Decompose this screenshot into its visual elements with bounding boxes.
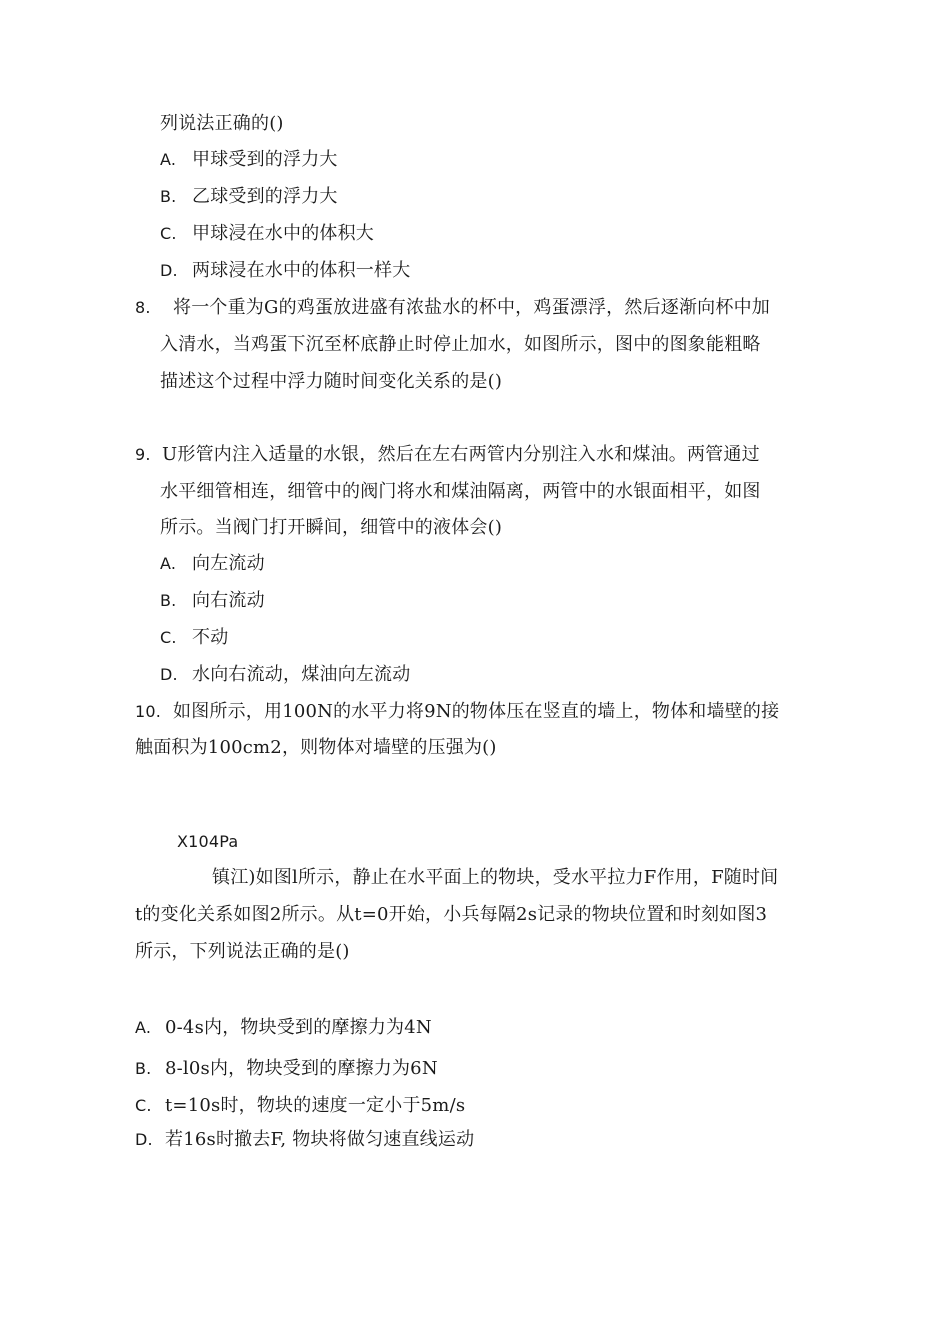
q9-line-3: 所示。当阀门打开瞬间，细管中的液体会()	[160, 517, 503, 538]
q9-option-d	[160, 663, 410, 687]
q10-line-2: 触面积为100cm2，则物体对墙壁的压强为()	[135, 737, 497, 758]
q10-answer-fragment: X104Pa	[177, 832, 239, 851]
q11-option-b	[135, 1057, 438, 1081]
q11-option-a	[135, 1016, 432, 1040]
q7-stem-tail: 列说法正确的()	[160, 113, 284, 134]
option-text: 0-4s内，物块受到的摩擦力为4N	[165, 1017, 432, 1038]
q11-line-1: 镇江)如图l所示，静止在水平面上的物块，受水平拉力F作用，F随时间	[212, 867, 779, 888]
option-letter: A.	[135, 1018, 152, 1037]
q9-option-b	[160, 589, 265, 613]
q7-option-d	[160, 259, 410, 283]
question-number: 10.	[135, 702, 162, 721]
option-letter: A.	[160, 150, 177, 169]
q9-line-1	[135, 443, 760, 467]
option-text: 乙球受到的浮力大	[192, 186, 338, 207]
option-text: t=10s时，物块的速度一定小于5m/s	[165, 1095, 466, 1116]
option-text: 不动	[192, 627, 229, 648]
option-text: 向右流动	[192, 590, 265, 611]
question-number: 9.	[135, 445, 151, 464]
option-text: 水向右流动，煤油向左流动	[192, 664, 411, 685]
option-letter: B.	[135, 1059, 152, 1078]
q7-option-a	[160, 148, 338, 172]
q9-line-2: 水平细管相连，细管中的阀门将水和煤油隔离，两管中的水银面相平，如图	[160, 481, 761, 502]
q8-line-3: 描述这个过程中浮力随时间变化关系的是()	[160, 371, 503, 392]
q7-option-b	[160, 185, 338, 209]
q9-option-a	[160, 552, 265, 576]
q11-option-c	[135, 1094, 465, 1118]
q8-line-2: 入清水，当鸡蛋下沉至杯底静止时停止加水，如图所示，图中的图象能粗略	[160, 334, 761, 355]
option-text: 向左流动	[192, 553, 265, 574]
q10-line-1	[135, 700, 779, 724]
option-text: 甲球浸在水中的体积大	[192, 223, 374, 244]
option-text: 甲球受到的浮力大	[192, 149, 338, 170]
option-letter: D.	[160, 665, 178, 684]
option-letter: B.	[160, 187, 177, 206]
question-number: 8.	[135, 298, 151, 317]
option-letter: D.	[135, 1130, 153, 1149]
q9-option-c	[160, 626, 228, 650]
q7-option-c	[160, 222, 374, 246]
option-letter: D.	[160, 261, 178, 280]
question-text: 如图所示，用100N的水平力将9N的物体压在竖直的墙上，物体和墙壁的接	[173, 701, 780, 722]
option-text: 8-l0s内，物块受到的摩擦力为6N	[165, 1058, 438, 1079]
q11-option-d	[135, 1128, 474, 1152]
option-letter: C.	[135, 1096, 152, 1115]
question-text: U形管内注入适量的水银，然后在左右两管内分别注入水和煤油。两管通过	[162, 444, 760, 465]
option-text: 若16s时撤去F, 物块将做匀速直线运动	[165, 1129, 475, 1150]
option-text: 两球浸在水中的体积一样大	[192, 260, 411, 281]
option-letter: A.	[160, 554, 177, 573]
q8-line-1	[135, 296, 770, 320]
option-letter: B.	[160, 591, 177, 610]
option-letter: C.	[160, 628, 177, 647]
q11-line-2: t的变化关系如图2所示。从t=0开始，小兵每隔2s记录的物块位置和时刻如图3	[135, 904, 768, 925]
q11-line-3: 所示，下列说法正确的是()	[135, 941, 350, 962]
question-text: 将一个重为G的鸡蛋放进盛有浓盐水的杯中，鸡蛋漂浮，然后逐渐向杯中加	[173, 297, 770, 318]
option-letter: C.	[160, 224, 177, 243]
